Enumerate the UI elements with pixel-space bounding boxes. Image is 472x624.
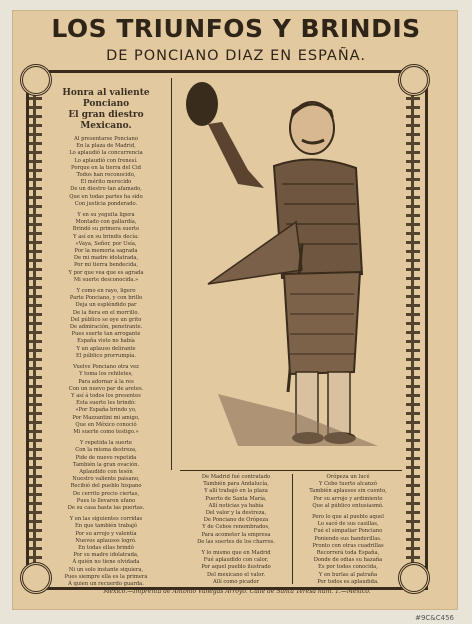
- bottom-verse-column-1: [184, 474, 288, 590]
- verse-line: Pues lo llevaron ufano: [76, 497, 136, 504]
- verse-line: Á quién no tiene olvidada: [72, 559, 140, 566]
- verse-line: Y por que vea que es agrada: [68, 269, 144, 276]
- verse-line: Aplaudido con tesón: [79, 468, 133, 475]
- verse-line: De la fiera en el morrillo.: [72, 309, 140, 316]
- verse-stanza: [296, 474, 400, 510]
- montera-hat-icon: [186, 82, 218, 126]
- verse-line: Por mi tierra bendecida,: [73, 262, 139, 269]
- verse-line: Por aquel pueblo ilustrado: [201, 564, 271, 571]
- verse-line: Mi suerte como testigo.»: [73, 428, 139, 435]
- verse-line: Y en burlas al patraña: [318, 571, 378, 578]
- verse-line: Montado con gallardía,: [75, 219, 137, 226]
- verse-line: Del público se oye un grito: [70, 316, 142, 323]
- verse-line: También aplausos sin cuento,: [309, 488, 387, 495]
- imprint-footer: México.—Imprenta de Antonio Vanegas Arroyo. Calle de Santa Teresa núm. 1.—México.: [103, 588, 371, 595]
- verse-stanza: [296, 514, 400, 586]
- verse-line: Orópeza un lucé: [326, 474, 370, 480]
- verse-line: Recibió del pueblo hispano: [70, 483, 142, 490]
- verse-line: Allí noticias ya había: [208, 502, 264, 509]
- verse-line: España visto no había: [77, 338, 135, 345]
- verse-line: De mi madre idolatrada,: [73, 255, 139, 262]
- verse-line: Deja un espléndido par: [75, 302, 137, 309]
- verse-line: Y de Cebos renombrados,: [202, 524, 270, 531]
- verse-line: Pues suerte tan arrogante: [71, 331, 141, 338]
- verse-line: Todos han reconocido,: [76, 172, 136, 179]
- verse-line: Y así en su brindis decía:: [73, 233, 139, 240]
- verse-line: Y toma los rehiletes,: [79, 371, 133, 378]
- verse-line: Que en todas partes ha sido: [69, 193, 143, 200]
- verse-line: Vuelve Ponciano otra vez: [73, 364, 139, 371]
- verse-line: Que en México conoció: [75, 421, 137, 428]
- bottom-verse-column-2: [296, 474, 400, 590]
- verse-stanza: [44, 516, 168, 588]
- verse-line: Recorrerá toda España,: [316, 550, 380, 557]
- verse-line: «Vaya, Señor, por Usía,: [75, 240, 137, 247]
- matador-engraving: [178, 74, 404, 468]
- verse-line: Por su arrojo y valentía: [75, 530, 137, 537]
- verse-line: Y así á todos los presentes: [71, 392, 141, 399]
- verse-line: Poniendo sus banderillas.: [314, 535, 382, 542]
- verse-line: De cerrito precio ciertas,: [72, 490, 140, 497]
- verse-stanza: [44, 212, 168, 284]
- verse-line: Mi suerte desconocida.»: [73, 276, 139, 283]
- verse-line: En que también trabajó: [74, 523, 138, 530]
- verse-line: Del mexicano el valor.: [207, 571, 265, 578]
- left-vine-border: [28, 70, 42, 584]
- verse-line: Lo sacó de sus casillas,: [317, 521, 379, 528]
- verse-line: Y Cebo tuerto alcanzó: [319, 481, 377, 488]
- verse-line: El mérito merecido: [80, 179, 132, 186]
- verse-stanza: [184, 550, 288, 586]
- verse-line: Por la memoria sagrada: [74, 248, 138, 255]
- verse-line: Por su arrojo y ardimiento: [313, 495, 383, 502]
- raised-arm: [208, 122, 264, 188]
- verse-line: Por todos es aplaudida.: [317, 578, 379, 585]
- verse-line: En todas ellas brindó: [78, 544, 134, 551]
- verse-line: Y un aplauso delirante: [76, 345, 136, 352]
- verse-line: Con justicia ponderado.: [74, 200, 138, 207]
- verse-line: Fué el simpatiar Ponciano: [313, 528, 383, 535]
- verse-line: Á quien un recuerdo guarda.: [68, 580, 144, 587]
- verse-line: En la plaza de Madrid,: [76, 143, 136, 150]
- verse-line: Por Mazzantini mi amigo,: [72, 414, 140, 421]
- verse-line: Pide de nuevo repetida: [75, 454, 137, 461]
- verse-line: Es por todos conocida,: [318, 564, 378, 571]
- verse-line: Esta suerte les brindó:: [76, 400, 136, 407]
- verse-line: Puerto de Santa María,: [205, 495, 267, 502]
- verse-line: Lo aplaudió con frenesí.: [74, 157, 138, 164]
- verse-line: De Madrid fué contratado: [201, 474, 271, 480]
- bottom-column-divider: [292, 474, 293, 584]
- verse-line: De Ponciano de Orópeza: [203, 517, 269, 524]
- verse-line: De admiración, penetrante.: [69, 324, 143, 331]
- verse-line: Y como en rayo, ligero: [76, 288, 136, 295]
- verse-stanza: [44, 364, 168, 436]
- verse-line: Nuevos aplausos logró.: [75, 537, 137, 544]
- verse-line: Para adornar á la res: [78, 378, 134, 385]
- broadside-subtitle: DE PONCIANO DIAZ EN ESPAÑA.: [106, 48, 366, 64]
- verse-line: Para acometer la empresa: [201, 531, 271, 538]
- right-vine-border: [406, 70, 420, 584]
- accession-stamp: #9C&C456: [415, 614, 454, 622]
- left-heading-line: Honra al valiente Ponciano: [62, 88, 150, 109]
- verse-line: Brindó su primera suerte: [72, 226, 140, 233]
- verse-line: Ni un solo instante siquiera,: [68, 566, 144, 573]
- verse-line: Y allí trabajó en la plaza: [204, 488, 268, 495]
- verse-stanza: [44, 136, 168, 208]
- left-heading-line: El gran diestro Mexicano.: [68, 110, 144, 131]
- verse-line: Pero lo que al pueblo aquel: [312, 514, 384, 521]
- verse-line: Fué aplaudido con calor,: [203, 557, 269, 564]
- verse-line: Del valor y la destreza,: [205, 510, 267, 517]
- verse-line: De las suertes de los charros.: [197, 538, 275, 545]
- verse-line: De un diestro tan afamado,: [70, 186, 142, 193]
- verse-line: Allí como picador: [213, 578, 259, 585]
- verse-line: Nuestro valiente paisano,: [72, 476, 140, 483]
- matador-breeches: [284, 272, 360, 374]
- verse-line: Que al público entusiasmó.: [312, 502, 384, 509]
- verse-line: «Por España brindo yo,: [75, 407, 137, 414]
- verse-line: Con un nuevo par de aretes.: [68, 385, 144, 392]
- verse-line: Porque en la tierra del Cid: [71, 164, 141, 171]
- verse-line: Y en las siguientes corridas: [69, 516, 143, 523]
- verse-stanza: [184, 474, 288, 546]
- verse-line: Pues siempre ella es la primera: [64, 573, 148, 580]
- verse-line: Al presentarse Ponciano: [74, 136, 138, 142]
- verse-line: Pronto con otras cuadrillas: [312, 542, 384, 549]
- verse-line: Donde de odias su hazaña: [313, 557, 383, 564]
- verse-line: De su casa hasta las puertas.: [67, 504, 145, 511]
- verse-line: Y repetida la suerte: [80, 440, 132, 447]
- left-verse-column: [44, 88, 168, 592]
- verse-line: Lo aplaudió la concurrencia: [69, 150, 143, 157]
- verse-line: Con la misma destreza,: [75, 447, 137, 454]
- left-heading: [44, 88, 168, 132]
- broadside-title: LOS TRIUNFOS Y BRINDIS: [51, 14, 421, 43]
- verse-line: Y lo mismo que en Madrid: [201, 550, 271, 557]
- verse-line: Parte Ponciano, y con brillo: [69, 295, 143, 302]
- column-divider: [171, 78, 172, 470]
- verse-line: Por su madre idolatrada,: [73, 552, 139, 559]
- bottom-rule: [180, 470, 402, 471]
- verse-line: El público prorrumpía.: [76, 352, 136, 359]
- verse-line: Y en su yeguita ligera: [77, 212, 135, 219]
- verse-stanza: [44, 440, 168, 512]
- verse-line: También la gran ovación.: [72, 461, 140, 468]
- verse-stanza: [44, 288, 168, 360]
- verse-line: También para Andalucía,: [203, 481, 269, 488]
